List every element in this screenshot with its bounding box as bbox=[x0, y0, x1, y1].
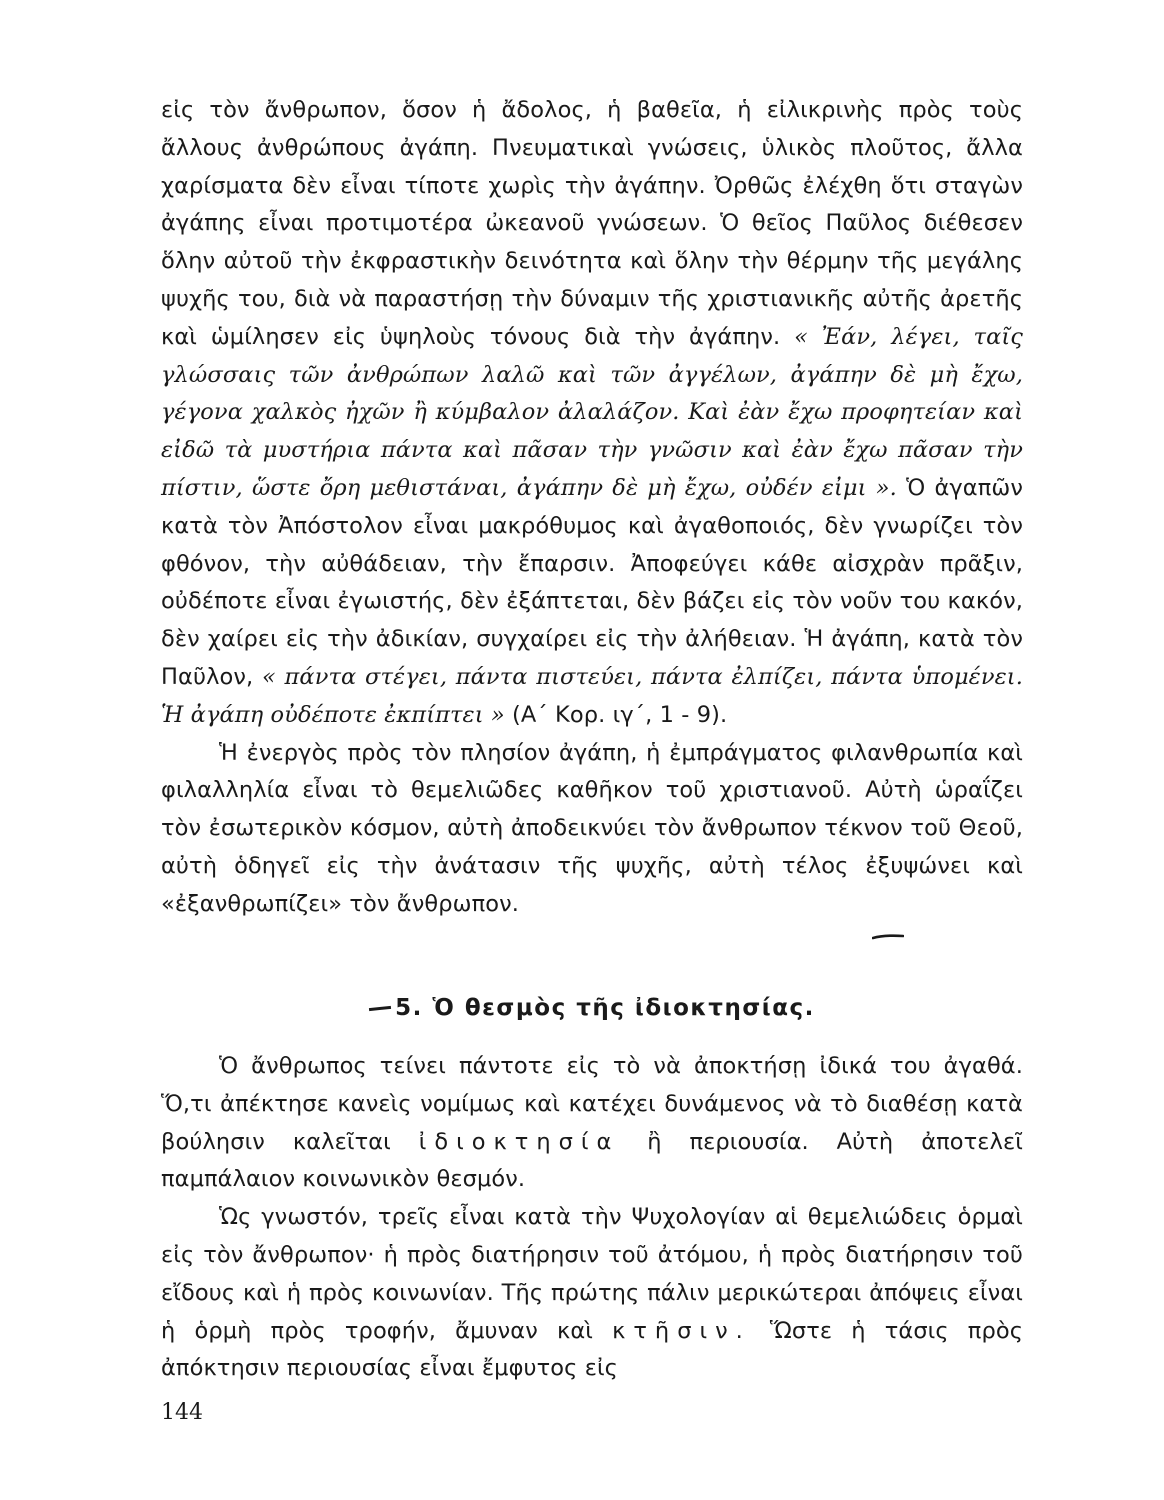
paragraph-text: Ὁ ἄνθρωπος τείνει πάντοτε εἰς τὸ νὰ ἀποκτήσῃ ἰδικά του ἀγαθά. Ὅ,τι ἀπέκτησε κανεὶς νομίμως καὶ κατέχει δυνάμενος νὰ τὸ διαθέσῃ κατὰ βούλησιν καλεῖται bbox=[161, 1053, 1023, 1155]
spaced-term-acquisition: κτῆσιν. bbox=[612, 1317, 751, 1344]
page-number: 144 bbox=[161, 1400, 203, 1425]
pen-stroke-mark bbox=[872, 932, 904, 942]
paragraph-text: Ὁ ἀγαπῶν κατὰ τὸν Ἀπόστολον εἶναι μακρόθυμος καὶ ἀγαθοποιός, δὲν γνωρίζει τὸν φθόνον, τὴν αὐθάδειαν, τὴν ἔπαρσιν. Ἀποφεύγει κάθε αἰσχρὰν πρᾶξιν, οὐδέποτε εἶναι ἐγωιστής, δὲν ἐξάπτεται, δὲν βάζει εἰς τὸν νοῦν του κακόν, δὲν χαίρει εἰς τὴν ἀδικίαν, συγχαίρει εἰς τὴν ἀλήθειαν. Ἡ ἀγάπη, κατὰ τὸν Παῦλον, bbox=[161, 474, 1023, 690]
paragraph-philanthropy: Ἡ ἐνεργὸς πρὸς τὸν πλησίον ἀγάπη, ἡ ἐμπράγματος φιλανθρωπία καὶ φιλαλληλία εἶναι τὸ θεμελιῶδες καθῆκον τοῦ χριστιανοῦ. Αὐτὴ ὡραΐζει τὸν ἐσωτερικὸν κόσμον, αὐτὴ ἀποδεικνύει τὸν ἄνθρωπον τέκνον τοῦ Θεοῦ, αὐτὴ ὁδηγεῖ εἰς τὴν ἀνάτασιν τῆς ψυχῆς, αὐτὴ τέλος ἐξυψώνει καὶ «ἐξανθρωπίζει» τὸν ἄνθρωπον. bbox=[161, 739, 1023, 917]
section-heading-text: 5. Ὁ θεσμὸς τῆς ἰδιοκτησίας. bbox=[395, 995, 815, 1021]
pen-dash-mark bbox=[369, 1006, 391, 1011]
section-body-charity bbox=[161, 92, 1023, 924]
spaced-term-property: ἰδιοκτησία bbox=[418, 1128, 620, 1155]
paragraph-text: Ὥστε ἡ τάσις πρὸς ἀπόκτησιν περιουσίας εἶναι ἔμφυτος εἰς bbox=[161, 1317, 1024, 1382]
paragraph-text: εἰς τὸν ἄνθρωπον, ὅσον ἡ ἄδολος, ἡ βαθεῖα, ἡ εἰλικρινὴς πρὸς τοὺς ἄλλους ἀνθρώπους ἀγάπη. Πνευματικαὶ γνώσεις, ὑλικὸς πλοῦτος, ἄλλα χαρίσματα δὲν εἶναι τίποτε χωρὶς τὴν ἀγάπην. Ὀρθῶς ἐλέχθη ὅτι σταγὼν ἀγάπης εἶναι προτιμοτέρα ὠκεανοῦ γνώσεων. Ὁ θεῖος Παῦλος διέθεσεν ὅλην αὐτοῦ τὴν ἐκφραστικὴν δεινότητα καὶ ὅλην τὴν θέρμην τῆς μεγάλης ψυχῆς του, διὰ νὰ παραστήσῃ τὴν δύναμιν τῆς χριστιανικῆς αὐτῆς ἀρετῆς καὶ ὡμίλησεν εἰς ὑψηλοὺς τόνους διὰ τὴν ἀγάπην. bbox=[161, 97, 1023, 350]
section-heading bbox=[161, 990, 1023, 1027]
scripture-reference: (Α΄ Κορ. ιγ΄, 1 - 9). bbox=[512, 701, 728, 728]
paragraph-love-of-neighbor bbox=[161, 92, 1023, 735]
paragraph-text: Ὡς γνωστόν, τρεῖς εἶναι κατὰ τὴν Ψυχολογίαν αἱ θεμελιώδεις ὁρμαὶ εἰς τὸν ἄνθρωπον· ἡ πρὸς διατήρησιν τοῦ ἀτόμου, ἡ πρὸς διατήρησιν τοῦ εἴδους καὶ ἡ πρὸς κοινωνίαν. Τῆς πρώτης πάλιν μερικώτεραι ἀπόψεις εἶναι ἡ ὁρμὴ πρὸς τροφήν, ἄμυναν καὶ bbox=[161, 1204, 1023, 1344]
scripture-quote-love: « πάντα στέγει, πάντα πιστεύει, πάντα ἐλπίζει, πάντα ὑπομένει. Ἡ ἀγάπη οὐδέποτε ἐκπίπτει » bbox=[161, 663, 1023, 728]
paragraph-property-definition bbox=[161, 1048, 1023, 1199]
section-body-property bbox=[161, 1048, 1023, 1388]
paragraph-text: ἢ περιουσία. Αὐτὴ ἀποτελεῖ παμπάλαιον κοινωνικὸν θεσμόν. bbox=[161, 1128, 1023, 1193]
scripture-quote-corinthians: « Ἐάν, λέγει, ταῖς γλώσσαις τῶν ἀνθρώπων λαλῶ καὶ τῶν ἀγγέλων, ἀγάπην δὲ μὴ ἔχω, γέγονα χαλκὸς ἠχῶν ἢ κύμβαλον ἀλαλάζον. Καὶ ἐὰν ἔχω προφητείαν καὶ εἰδῶ τὰ μυστήρια πάντα καὶ πᾶσαν τὴν γνῶσιν καὶ ἐὰν ἔχω πᾶσαν τὴν πίστιν, ὥστε ὄρη μεθιστάναι, ἀγάπην δὲ μὴ ἔχω, οὐδέν εἰμι ». bbox=[161, 323, 1023, 501]
paragraph-basic-drives bbox=[161, 1199, 1023, 1388]
